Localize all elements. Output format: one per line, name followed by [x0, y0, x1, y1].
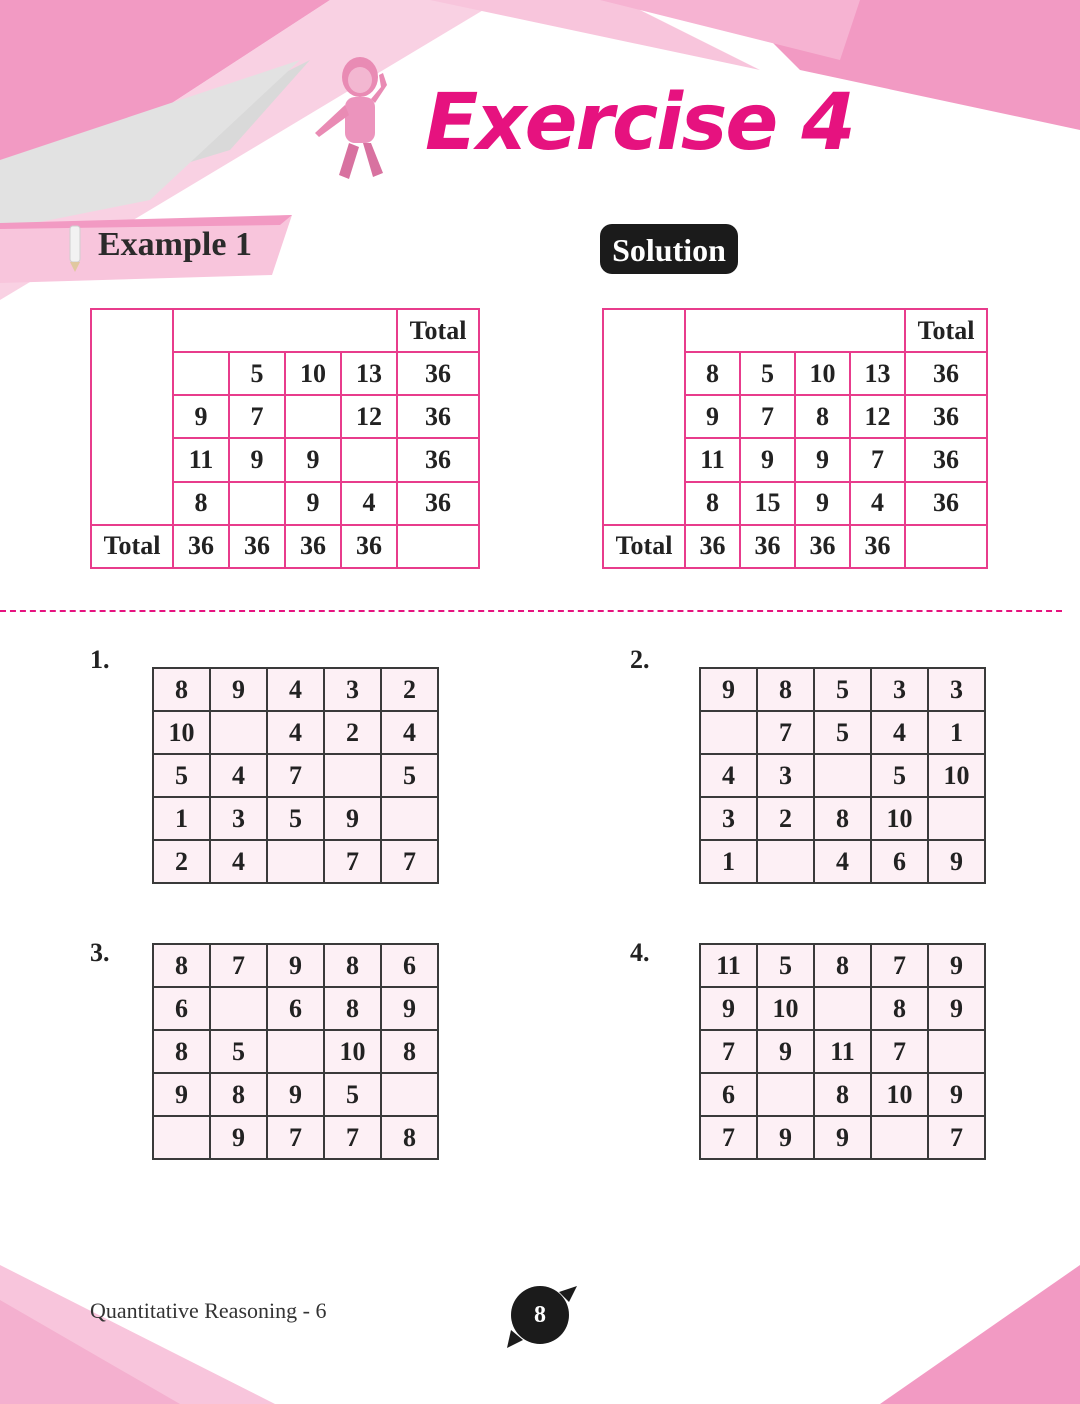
cell: 3 — [324, 668, 381, 711]
problem-number: 3. — [90, 938, 110, 967]
cell: 8 — [324, 944, 381, 987]
cell: 7 — [229, 395, 285, 438]
column-total: 36 — [795, 525, 850, 568]
cell: 6 — [871, 840, 928, 883]
cell: 4 — [700, 754, 757, 797]
cell: 10 — [324, 1030, 381, 1073]
pencil-icon — [60, 222, 90, 274]
problem-grid-1 — [152, 667, 439, 884]
cell: 9 — [285, 482, 341, 525]
cell: 8 — [324, 987, 381, 1030]
cell: 7 — [700, 1116, 757, 1159]
cell: 4 — [850, 482, 905, 525]
cell: 9 — [173, 395, 229, 438]
page-number: 8 — [534, 1302, 546, 1328]
cell: 6 — [267, 987, 324, 1030]
cell: 10 — [795, 352, 850, 395]
cell — [229, 482, 285, 525]
cell: 12 — [341, 395, 397, 438]
cell: 10 — [153, 711, 210, 754]
blank-corner — [91, 309, 173, 525]
cell: 9 — [324, 797, 381, 840]
cell: 11 — [700, 944, 757, 987]
cell: 7 — [324, 840, 381, 883]
cell: 9 — [267, 944, 324, 987]
cell — [210, 711, 267, 754]
cell: 13 — [341, 352, 397, 395]
cell: 7 — [267, 754, 324, 797]
cell: 7 — [850, 438, 905, 481]
row-total: 36 — [397, 352, 479, 395]
column-total: 36 — [285, 525, 341, 568]
cell — [757, 1073, 814, 1116]
cell: 9 — [685, 395, 740, 438]
cell: 8 — [871, 987, 928, 1030]
cell: 1 — [928, 711, 985, 754]
cell: 7 — [210, 944, 267, 987]
row-total: 36 — [397, 395, 479, 438]
total-row-label: Total — [91, 525, 173, 568]
solution-badge: Solution — [600, 224, 738, 274]
cell — [324, 754, 381, 797]
cell: 8 — [153, 944, 210, 987]
cell — [757, 840, 814, 883]
column-total: 36 — [229, 525, 285, 568]
column-total: 36 — [173, 525, 229, 568]
problem-number: 1. — [90, 645, 110, 674]
cell: 9 — [381, 987, 438, 1030]
cell: 4 — [210, 840, 267, 883]
cell: 5 — [210, 1030, 267, 1073]
cell: 5 — [740, 352, 795, 395]
cell: 8 — [153, 668, 210, 711]
cell: 7 — [871, 1030, 928, 1073]
cell: 10 — [928, 754, 985, 797]
cell — [700, 711, 757, 754]
grand-total — [397, 525, 479, 568]
row-total: 36 — [905, 395, 987, 438]
cell: 4 — [210, 754, 267, 797]
cell: 3 — [871, 668, 928, 711]
column-total: 36 — [740, 525, 795, 568]
cell: 5 — [267, 797, 324, 840]
cell: 5 — [229, 352, 285, 395]
cell: 10 — [285, 352, 341, 395]
cell: 9 — [210, 1116, 267, 1159]
cell: 8 — [814, 797, 871, 840]
cell: 5 — [814, 668, 871, 711]
solution-table — [602, 308, 988, 569]
cell: 5 — [324, 1073, 381, 1116]
cell — [210, 987, 267, 1030]
cell: 4 — [341, 482, 397, 525]
grand-total — [905, 525, 987, 568]
cell: 9 — [757, 1116, 814, 1159]
cell — [381, 1073, 438, 1116]
cell: 8 — [210, 1073, 267, 1116]
cell — [341, 438, 397, 481]
problem-number: 4. — [630, 938, 650, 967]
cell: 5 — [381, 754, 438, 797]
cell — [153, 1116, 210, 1159]
cell — [267, 1030, 324, 1073]
blank-corner — [603, 309, 685, 525]
cell — [381, 797, 438, 840]
cell: 9 — [285, 438, 341, 481]
row-total: 36 — [397, 438, 479, 481]
cell — [285, 395, 341, 438]
mascot-girl-illustration — [305, 55, 415, 190]
cell: 6 — [381, 944, 438, 987]
cell: 11 — [814, 1030, 871, 1073]
cell: 8 — [795, 395, 850, 438]
cell — [928, 797, 985, 840]
example-label: Example 1 — [98, 226, 252, 263]
cell: 5 — [871, 754, 928, 797]
cell — [871, 1116, 928, 1159]
cell: 9 — [795, 438, 850, 481]
cell: 8 — [814, 944, 871, 987]
cell: 9 — [928, 1073, 985, 1116]
cell: 5 — [757, 944, 814, 987]
column-total: 36 — [850, 525, 905, 568]
cell: 7 — [740, 395, 795, 438]
cell: 8 — [381, 1116, 438, 1159]
cell: 7 — [757, 711, 814, 754]
cell: 3 — [210, 797, 267, 840]
page-title: Exercise 4 — [425, 78, 854, 168]
cell — [814, 987, 871, 1030]
cell: 2 — [381, 668, 438, 711]
cell — [814, 754, 871, 797]
cell: 3 — [700, 797, 757, 840]
cell: 9 — [700, 668, 757, 711]
problem-grid-4 — [699, 943, 986, 1160]
cell: 2 — [153, 840, 210, 883]
page-number-badge — [507, 1286, 577, 1348]
cell: 9 — [267, 1073, 324, 1116]
cell: 11 — [685, 438, 740, 481]
cell: 1 — [153, 797, 210, 840]
cell: 4 — [381, 711, 438, 754]
total-header: Total — [397, 309, 479, 352]
cell: 9 — [700, 987, 757, 1030]
total-header: Total — [905, 309, 987, 352]
cell: 5 — [814, 711, 871, 754]
cell: 10 — [757, 987, 814, 1030]
cell: 10 — [871, 797, 928, 840]
cell: 8 — [814, 1073, 871, 1116]
cell: 8 — [685, 352, 740, 395]
column-total: 36 — [685, 525, 740, 568]
cell: 7 — [928, 1116, 985, 1159]
cell: 9 — [814, 1116, 871, 1159]
cell: 8 — [173, 482, 229, 525]
cell: 2 — [757, 797, 814, 840]
cell: 11 — [173, 438, 229, 481]
cell: 9 — [740, 438, 795, 481]
cell: 3 — [757, 754, 814, 797]
cell: 9 — [795, 482, 850, 525]
cell: 4 — [814, 840, 871, 883]
row-total: 36 — [397, 482, 479, 525]
problem-number: 2. — [630, 645, 650, 674]
blank-header — [685, 309, 905, 352]
blank-header — [173, 309, 397, 352]
cell: 10 — [871, 1073, 928, 1116]
cell: 5 — [153, 754, 210, 797]
cell: 3 — [928, 668, 985, 711]
cell: 8 — [685, 482, 740, 525]
cell — [267, 840, 324, 883]
cell: 7 — [381, 840, 438, 883]
cell: 9 — [229, 438, 285, 481]
cell: 4 — [267, 668, 324, 711]
book-title: Quantitative Reasoning - 6 — [90, 1298, 327, 1323]
cell: 9 — [210, 668, 267, 711]
cell — [928, 1030, 985, 1073]
cell: 15 — [740, 482, 795, 525]
problem-grid-2 — [699, 667, 986, 884]
cell: 4 — [871, 711, 928, 754]
cell: 7 — [871, 944, 928, 987]
cell: 1 — [700, 840, 757, 883]
cell: 6 — [153, 987, 210, 1030]
cell: 9 — [928, 987, 985, 1030]
cell: 9 — [757, 1030, 814, 1073]
example-table — [90, 308, 480, 569]
column-total: 36 — [341, 525, 397, 568]
cell: 12 — [850, 395, 905, 438]
total-row-label: Total — [603, 525, 685, 568]
problem-grid-3 — [152, 943, 439, 1160]
cell: 13 — [850, 352, 905, 395]
cell: 7 — [324, 1116, 381, 1159]
cell: 6 — [700, 1073, 757, 1116]
cell: 7 — [700, 1030, 757, 1073]
row-total: 36 — [905, 352, 987, 395]
cell: 2 — [324, 711, 381, 754]
cell: 9 — [928, 944, 985, 987]
row-total: 36 — [905, 438, 987, 481]
cell: 8 — [153, 1030, 210, 1073]
dashed-divider — [0, 610, 1062, 612]
row-total: 36 — [905, 482, 987, 525]
cell: 7 — [267, 1116, 324, 1159]
cell: 9 — [153, 1073, 210, 1116]
cell: 4 — [267, 711, 324, 754]
cell — [173, 352, 229, 395]
cell: 9 — [928, 840, 985, 883]
cell: 8 — [381, 1030, 438, 1073]
cell: 8 — [757, 668, 814, 711]
